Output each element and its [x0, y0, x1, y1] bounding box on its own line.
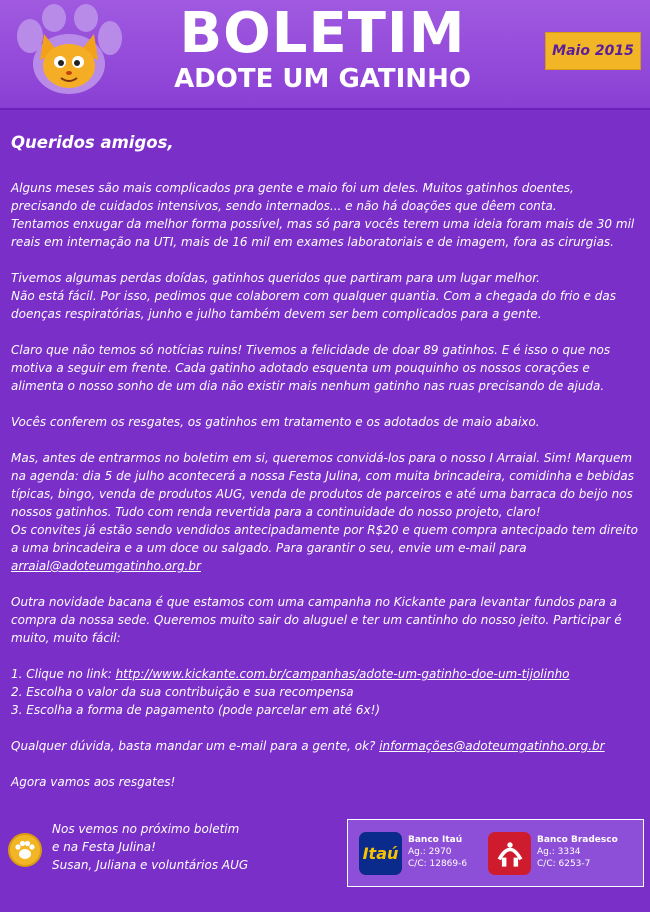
- step-text: 1. Clique no link:: [11, 667, 116, 681]
- bank-agency: Ag.: 3334: [537, 847, 581, 857]
- signature-line: Nos vemos no próximo boletim: [52, 822, 240, 836]
- itau-logo-icon: Itaú: [359, 832, 402, 875]
- paragraph-text: Tentamos enxugar da melhor forma possível, mas só para vocês terem uma ideia foram mais de 30 mil reais em internação na UTI, mais de 16 mil em exames laboratoriais e de imagem, fora as cirurgias.: [11, 217, 635, 249]
- paragraph-text: Agora vamos aos resgates!: [11, 775, 176, 789]
- paragraph-text: Tivemos algumas perdas doídas, gatinhos queridos que partiram para um lugar melhor.: [11, 271, 540, 285]
- cat-paw-logo-icon: [14, 4, 124, 102]
- newsletter-header: [0, 0, 650, 110]
- date-badge: Maio 2015: [545, 32, 641, 70]
- list-item: 3. Escolha a forma de pagamento (pode parcelar em até 6x!): [11, 703, 381, 717]
- paragraph-arraial: [11, 449, 641, 575]
- arraial-email-link[interactable]: arraial@adoteumgatinho.org.br: [11, 559, 201, 573]
- bank-name: Banco Itaú: [408, 835, 463, 845]
- paragraph-text: Mas, antes de entrarmos no boletim em si, queremos convidá-los para o nosso I Arraial. Sim! Marquem na agenda: dia 5 de julho acontecerá a nossa Festa Julina, com muita brincadeira, comidinha e bebidas típicas, bingo, venda de produtos AUG, venda de produtos de parceiros e até uma barraca do beijo nos nossos gatinhos. Tudo com renda revertida para a continuidade do nosso projeto, claro!: [11, 451, 634, 519]
- bank-accounts-box: [347, 819, 644, 887]
- list-item: 2. Escolha o valor da sua contribuição e sua recompensa: [11, 685, 354, 699]
- paw-coin-icon: [8, 833, 42, 867]
- paragraph-good-news: [11, 341, 641, 395]
- paragraph-rescues: [11, 413, 641, 431]
- newsletter-title: BOLETIM: [179, 1, 466, 66]
- paragraph-question: [11, 737, 641, 755]
- greeting: Queridos amigos,: [11, 133, 174, 152]
- bank-details: [408, 834, 467, 870]
- list-item: [11, 665, 641, 683]
- signature-line: e na Festa Julina!: [52, 840, 156, 854]
- paragraph-text: Alguns meses são mais complicados pra gente e maio foi um deles. Muitos gatinhos doentes, precisando de cuidados intensivos, sendo internados... e não há doações que dêem conta.: [11, 181, 574, 213]
- paragraph-intro: [11, 179, 641, 251]
- paragraph-text: Claro que não temos só notícias ruins! Tivemos a felicidade de doar 89 gatinhos. E é isso o que nos motiva a seguir em frente. Cada gatinho adotado esquenta um pouquinho os nossos corações e alimenta o nosso sonho de um dia não existir mais nenhum gatinho nas ruas precisando de ajuda.: [11, 343, 611, 393]
- paragraph-text: Os convites já estão sendo vendidos antecipadamente por R$20 e quem compra antecipado tem direito a uma brincadeira e a um doce ou salgado. Para garantir o seu, envie um e-mail para: [11, 523, 638, 555]
- paragraph-closing: [11, 773, 641, 791]
- bank-agency: Ag.: 2970: [408, 847, 452, 857]
- bradesco-logo-icon: [488, 832, 531, 875]
- contact-email-link[interactable]: informações@adoteumgatinho.org.br: [379, 739, 605, 753]
- paragraph-text: Vocês conferem os resgates, os gatinhos em tratamento e os adotados de maio abaixo.: [11, 415, 540, 429]
- bank-details: [537, 834, 618, 870]
- signature-line: Susan, Juliana e voluntários AUG: [52, 858, 249, 872]
- newsletter-subtitle: ADOTE UM GATINHO: [174, 64, 471, 94]
- signature-block: [8, 820, 338, 890]
- paragraph-text: Outra novidade bacana é que estamos com uma campanha no Kickante para levantar fundos para a compra da nossa sede. Queremos muito sair do aluguel e ter um cantinho do nosso jeito. Participar é muito, muito fácil:: [11, 595, 622, 645]
- newsletter-body: [11, 124, 641, 809]
- steps-list: [11, 665, 641, 719]
- paragraph-kickante: [11, 593, 641, 647]
- paragraph-losses: [11, 269, 641, 323]
- signature-text: [52, 820, 248, 874]
- bank-account: C/C: 12869-6: [408, 859, 468, 869]
- kickante-link[interactable]: http://www.kickante.com.br/campanhas/adote-um-gatinho-doe-um-tijolinho: [115, 667, 570, 681]
- paragraph-text: Qualquer dúvida, basta mandar um e-mail para a gente, ok?: [11, 739, 380, 753]
- bank-account: C/C: 6253-7: [537, 859, 591, 869]
- bank-name: Banco Bradesco: [537, 835, 618, 845]
- paragraph-text: Não está fácil. Por isso, pedimos que colaborem com qualquer quantia. Com a chegada do frio e das doenças respiratórias, junho e julho também devem ser bem complicados para a gente.: [11, 289, 616, 321]
